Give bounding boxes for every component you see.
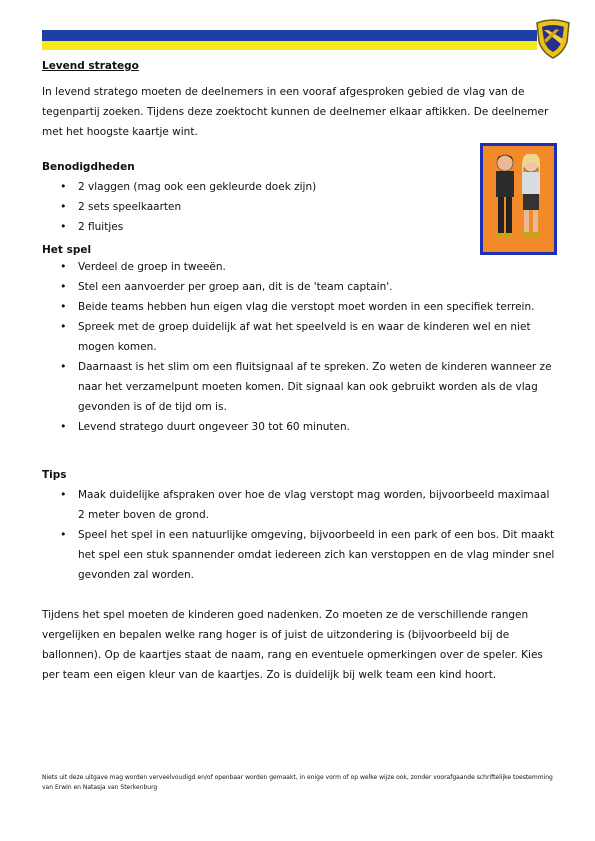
game-heading: Het spel xyxy=(42,244,92,256)
closing-paragraph: Tijdens het spel moeten de kinderen goed nadenken. Zo moeten ze de verschillende rangen vergelijken en bepalen welke rang hoger is of juist de uitzondering is (bijvoorbeeld bij de ballonnen). Op de kaartjes staat de naam, rang en eventuele opmerkingen over de speler. Kies per team een eigen kleur van de kaartjes. Zo is duidelijk bij welk team een kind hoort. xyxy=(42,609,543,681)
list-item: • Verdeel de groep in tweeën. xyxy=(78,257,558,277)
list-item: • Daarnaast is het slim om een fluitsignaal af te spreken. Zo weten de kinderen wanneer ze naar het verzamelpunt moeten komen. Dit signaal kan ook gebruikt worden als de vlag gevonden is of de tijd om is. xyxy=(78,357,558,417)
two-kids-illustration xyxy=(483,146,554,252)
needs-heading: Benodigdheden xyxy=(42,161,135,173)
list-item: • Speel het spel in een natuurlijke omgeving, bijvoorbeeld in een park of een bos. Dit maakt het spel een stuk spannender omdat iedereen zich kan verstoppen en de vlag minder snel gevonden zal worden. xyxy=(78,525,558,585)
tips-list xyxy=(42,485,558,585)
header-band-blue xyxy=(42,30,537,41)
header-band-yellow xyxy=(42,41,537,50)
list-item: • 2 vlaggen (mag ook een gekleurde doek zijn) xyxy=(78,177,558,197)
list-item: • Levend stratego duurt ongeveer 30 tot 60 minuten. xyxy=(78,417,558,437)
list-item: • 2 fluitjes xyxy=(78,217,558,237)
copyright-footer: Niets uit deze uitgave mag worden verveelvoudigd en/of openbaar worden gemaakt, in enige vorm of op welke wijze ook, zonder voorafgaande schriftelijke toestemming van Erwin en Natasja van Sterkenburg xyxy=(42,774,553,791)
tips-heading: Tips xyxy=(42,469,67,481)
list-item: • Beide teams hebben hun eigen vlag die verstopt moet worden in een specifiek terrein. xyxy=(78,297,558,317)
list-item: • 2 sets speelkaarten xyxy=(78,197,558,217)
shield-logo-icon xyxy=(534,18,572,60)
intro-paragraph: In levend stratego moeten de deelnemers in een vooraf afgesproken gebied de vlag van de tegenpartij zoeken. Tijdens deze zoektocht kunnen de deelnemer elkaar aftikken. De deelnemer met het hoogste kaartje wint. xyxy=(42,86,549,138)
game-list xyxy=(42,257,558,437)
list-item: • Maak duidelijke afspraken over hoe de vlag verstopt mag worden, bijvoorbeeld maximaal 2 meter boven de grond. xyxy=(78,485,558,525)
page-title: Levend stratego xyxy=(42,60,139,72)
list-item: • Stel een aanvoerder per groep aan, dit is de 'team captain'. xyxy=(78,277,558,297)
kids-illustration xyxy=(480,143,557,255)
list-item: • Spreek met de groep duidelijk af wat het speelveld is en waar de kinderen wel en niet mogen komen. xyxy=(78,317,558,357)
